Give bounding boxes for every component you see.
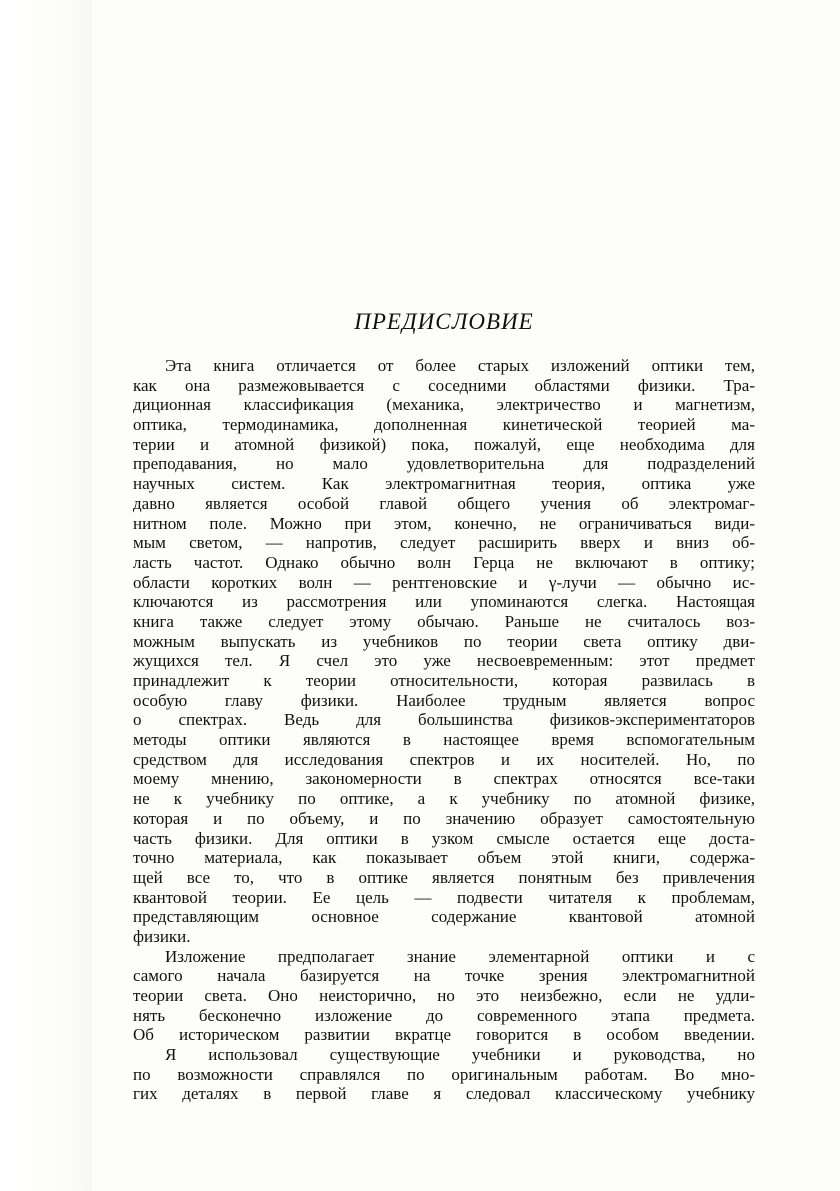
paragraph-line: Я использовал существующие учебники и руководства, но [165, 1045, 755, 1065]
paragraph-line: мым светом, — напротив, следует расширить вверх и вниз об- [133, 533, 755, 553]
paragraph-line: о спектрах. Ведь для большинства физиков-экспериментаторов [133, 710, 755, 730]
paragraph-line: методы оптики являются в настоящее время вспомогательным [133, 730, 755, 750]
paragraph-line: преподавания, но мало удовлетворительна для подразделений [133, 454, 755, 474]
paragraph-line: ласть частот. Однако обычно волн Герца не включают в оптику; [133, 552, 755, 572]
paragraph-line: которая и по объему, и по значению образует самостоятельную [133, 808, 755, 828]
paragraph-line: моему мнению, закономерности в спектрах относятся все-таки [133, 769, 755, 789]
paragraph-line: самого начала базируется на точке зрения электромагнитной [133, 966, 755, 986]
page-title: ПРЕДИСЛОВИЕ [354, 309, 534, 334]
paragraph-line: физики. [133, 926, 191, 946]
paragraph-line: по возможности справлялся по оригинальным работам. Во мно- [133, 1064, 755, 1084]
paragraph-line: средством для исследования спектров и их носителей. Но, по [133, 749, 755, 769]
paragraph-line: области коротких волн — рентгеновские и γ-лучи — обычно ис- [133, 572, 755, 592]
paragraph-line: щей все то, что в оптике является понятным без привлечения [133, 867, 755, 887]
paragraph-line: жущихся тел. Я счел это уже несвоевременным: этот предмет [133, 651, 755, 671]
paragraph-line: можным выпускать из учебников по теории света оптику дви- [133, 631, 755, 651]
paragraph-line: Изложение предполагает знание элементарной оптики и с [165, 946, 755, 966]
paragraph-line: теории света. Оно неисторично, но это неизбежно, если не удли- [133, 986, 755, 1005]
scan-edge [0, 0, 92, 1191]
paragraph-line: нитном поле. Можно при этом, конечно, не ограничиваться види- [133, 513, 755, 533]
paragraph-line: Об историческом развитии вкратце говорится в особом введении. [133, 1025, 755, 1045]
paragraph-line: гих деталях в первой главе я следовал классическому учебнику [133, 1084, 755, 1104]
paragraph-line: часть физики. Для оптики в узком смысле остается еще доста- [133, 828, 755, 848]
paragraph-line: оптика, термодинамика, дополненная кинетической теорией ма- [133, 415, 755, 435]
paragraph-line: терии и атомной физикой) пока, пожалуй, еще необходима для [133, 434, 755, 454]
paragraph-line: ключаются из рассмотрения или упоминаются слегка. Настоящая [133, 592, 755, 612]
text-block [133, 308, 755, 1104]
paragraph-line: точно материала, как показывает объем этой книги, содержа- [133, 848, 755, 868]
paragraph-line: принадлежит к теории относительности, которая развилась в [133, 671, 755, 690]
paragraph-line: нять бесконечно изложение до современного этапа предмета. [133, 1005, 755, 1025]
paragraph-line: представляющим основное содержание квантовой атомной [133, 907, 755, 927]
paragraph-line: квантовой теории. Ее цель — подвести читателя к проблемам, [133, 887, 755, 907]
paragraph-line: научных систем. Как электромагнитная теория, оптика уже [133, 474, 755, 494]
paragraph-line: давно является особой главой общего учения об электромаг- [133, 493, 755, 513]
paragraph-line: диционная классификация (механика, электричество и магнетизм, [133, 395, 755, 415]
paragraph-line: Эта книга отличается от более старых изложений оптики тем, [165, 356, 755, 375]
paragraph-line: книга также следует этому обычаю. Раньше не считалось воз- [133, 611, 755, 631]
paragraph-line: не к учебнику по оптике, а к учебнику по атомной физике, [133, 789, 755, 809]
paragraph-line: особую главу физики. Наиболее трудным является вопрос [133, 690, 755, 710]
paragraph-line: как она размежовывается с соседними областями физики. Тра- [133, 375, 755, 395]
